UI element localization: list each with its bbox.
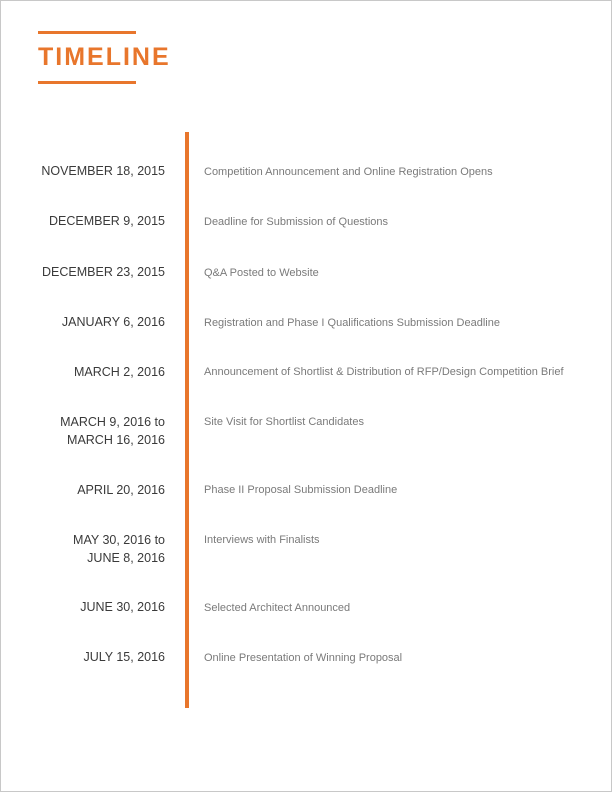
title-bottom-rule	[38, 81, 136, 84]
timeline-entry-description: Phase II Proposal Submission Deadline	[204, 484, 398, 496]
timeline-entry-date	[15, 531, 165, 567]
timeline-entry-date	[15, 313, 165, 331]
timeline-entry-description: Registration and Phase I Qualifications Submission Deadline	[204, 317, 500, 329]
timeline-entry-description: Site Visit for Shortlist Candidates	[204, 416, 364, 428]
timeline-entry-date	[15, 162, 165, 180]
date-line: JUNE 30, 2016	[80, 600, 165, 614]
timeline-entry-description: Announcement of Shortlist & Distribution of RFP/Design Competition Brief	[204, 366, 564, 378]
timeline-entry-date	[15, 263, 165, 281]
timeline-entry-description: Online Presentation of Winning Proposal	[204, 652, 403, 664]
timeline-entry-description: Interviews with Finalists	[204, 534, 320, 546]
timeline-entry-date	[15, 413, 165, 449]
date-line: MAY 30, 2016 to	[73, 533, 165, 547]
timeline-entry-date	[15, 212, 165, 230]
date-line: JULY 15, 2016	[83, 650, 165, 664]
date-line: JANUARY 6, 2016	[61, 315, 165, 329]
date-line: APRIL 20, 2016	[77, 483, 165, 497]
page-title: TIMELINE	[38, 43, 171, 71]
timeline-entry-date	[15, 363, 165, 381]
timeline-entry-description: Selected Architect Announced	[204, 602, 351, 614]
date-line: JUNE 8, 2016	[87, 551, 165, 565]
timeline-bar	[185, 132, 189, 708]
date-line: MARCH 9, 2016 to	[60, 415, 165, 429]
title-block	[38, 31, 171, 84]
timeline-entry-date	[15, 598, 165, 616]
timeline-entry-date	[15, 481, 165, 499]
timeline-entry-description: Deadline for Submission of Questions	[204, 216, 389, 228]
date-line: MARCH 2, 2016	[73, 365, 165, 379]
date-line: NOVEMBER 18, 2015	[41, 164, 165, 178]
date-line: DECEMBER 23, 2015	[42, 265, 165, 279]
timeline-entry-description: Competition Announcement and Online Registration Opens	[204, 166, 493, 178]
date-line: DECEMBER 9, 2015	[48, 214, 165, 228]
timeline-entry-description: Q&A Posted to Website	[204, 267, 319, 279]
date-line: MARCH 16, 2016	[67, 433, 165, 447]
title-top-rule	[38, 31, 136, 34]
timeline-entry-date	[15, 648, 165, 666]
